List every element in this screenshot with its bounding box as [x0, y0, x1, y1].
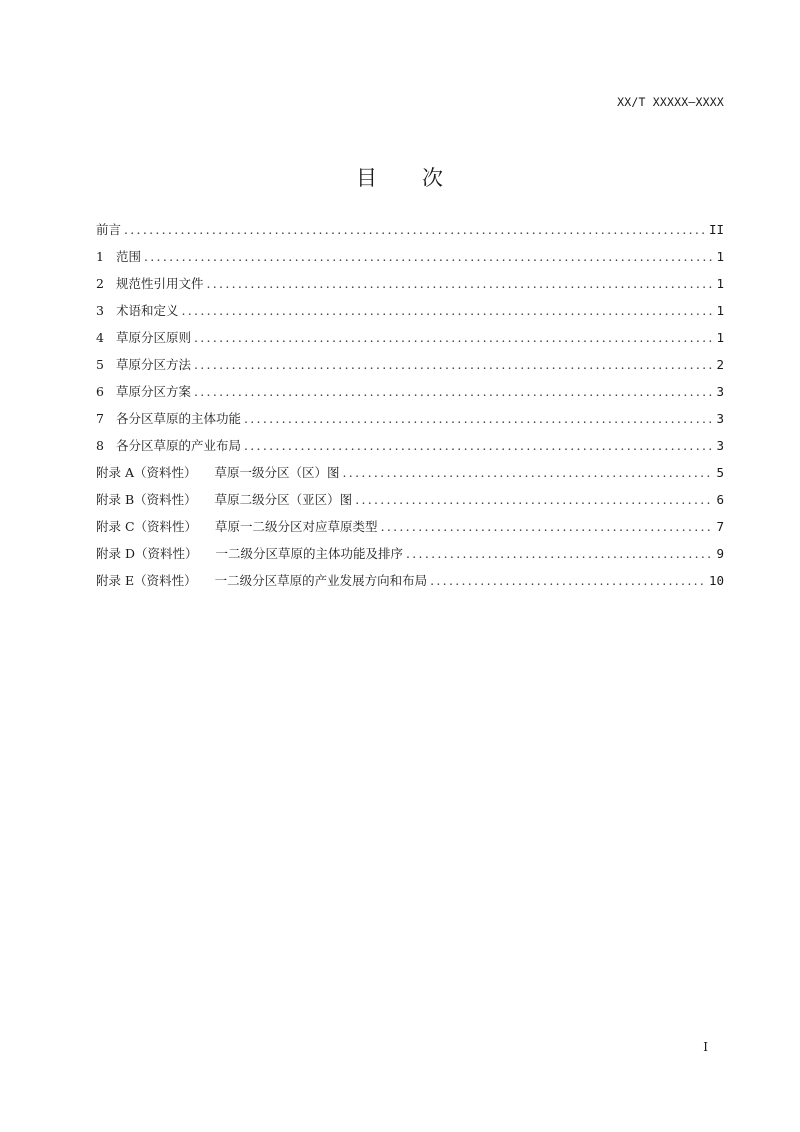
toc-entry-title: 草原分区方案 — [116, 384, 192, 399]
dot-leader — [144, 247, 713, 267]
table-of-contents — [96, 220, 724, 598]
toc-entry-3[interactable] — [96, 301, 724, 328]
toc-entry-title: 一二级分区草原的主体功能及排序 — [215, 546, 404, 561]
toc-entry-foreword[interactable] — [96, 220, 724, 247]
toc-entry-title: 各分区草原的产业布局 — [116, 438, 242, 453]
toc-entry-title: 前言 — [96, 222, 122, 237]
toc-entry-page: 9 — [716, 546, 724, 561]
toc-title-char: 目 — [356, 166, 378, 190]
toc-entry-appendix-b[interactable] — [96, 490, 724, 517]
toc-entry-8[interactable] — [96, 436, 724, 463]
toc-entry-title: 草原分区方法 — [116, 357, 192, 372]
toc-entry-number: 4 — [96, 330, 104, 345]
toc-entry-number: 5 — [96, 357, 104, 372]
toc-entry-page: 6 — [716, 492, 724, 507]
dot-leader — [381, 517, 714, 537]
toc-entry-title: 草原分区原则 — [116, 330, 192, 345]
toc-entry-number: 3 — [96, 303, 104, 318]
toc-entry-page: 3 — [716, 438, 724, 453]
toc-entry-page: 3 — [716, 384, 724, 399]
toc-entry-appendix-a[interactable] — [96, 463, 724, 490]
toc-entry-title: 一二级分区草原的产业发展方向和布局 — [214, 573, 428, 588]
document-code: XX/T XXXXX—XXXX — [617, 95, 724, 109]
toc-entry-appendix-d[interactable] — [96, 544, 724, 571]
toc-entry-page: 10 — [708, 573, 724, 588]
toc-entry-page: 1 — [716, 249, 724, 264]
toc-entry-appendix-e[interactable] — [96, 571, 724, 598]
toc-entry-number: 8 — [96, 438, 104, 453]
toc-entry-number: 7 — [96, 411, 104, 426]
toc-entry-title: 草原一二级分区对应草原类型 — [215, 519, 378, 534]
dot-leader — [194, 328, 713, 348]
toc-entry-5[interactable] — [96, 355, 724, 382]
toc-entry-page: 1 — [716, 303, 724, 318]
appendix-label: 附录 D（资料性） — [96, 546, 198, 561]
toc-entry-1[interactable] — [96, 247, 724, 274]
appendix-label: 附录 B（资料性） — [96, 492, 197, 507]
toc-entry-number: 6 — [96, 384, 104, 399]
appendix-label: 附录 C（资料性） — [96, 519, 198, 534]
toc-entry-title: 规范性引用文件 — [116, 276, 204, 291]
toc-entry-6[interactable] — [96, 382, 724, 409]
toc-entry-page: 2 — [716, 357, 724, 372]
toc-entry-title: 各分区草原的主体功能 — [116, 411, 242, 426]
toc-entry-number: 2 — [96, 276, 104, 291]
toc-entry-page: II — [708, 222, 724, 237]
toc-entry-title: 范围 — [116, 249, 142, 264]
page-number: I — [703, 1040, 708, 1054]
toc-entry-page: 5 — [716, 465, 724, 480]
toc-entry-title: 术语和定义 — [116, 303, 179, 318]
appendix-label: 附录 E（资料性） — [96, 573, 197, 588]
dot-leader — [207, 274, 714, 294]
toc-entry-page: 7 — [716, 519, 724, 534]
appendix-label: 附录 A（资料性） — [96, 465, 197, 480]
toc-entry-page: 1 — [716, 330, 724, 345]
dot-leader — [194, 355, 713, 375]
dot-leader — [244, 409, 713, 429]
dot-leader — [430, 571, 706, 591]
toc-entry-page: 3 — [716, 411, 724, 426]
toc-title-char: 次 — [422, 166, 444, 190]
dot-leader — [406, 544, 713, 564]
dot-leader — [194, 382, 713, 402]
dot-leader — [124, 220, 706, 240]
toc-entry-4[interactable] — [96, 328, 724, 355]
toc-entry-title: 草原二级分区（亚区）图 — [214, 492, 353, 507]
toc-entry-7[interactable] — [96, 409, 724, 436]
dot-leader — [355, 490, 713, 510]
toc-entry-appendix-c[interactable] — [96, 517, 724, 544]
toc-entry-number: 1 — [96, 249, 104, 264]
dot-leader — [244, 436, 713, 456]
toc-entry-page: 1 — [716, 276, 724, 291]
dot-leader — [182, 301, 714, 321]
dot-leader — [343, 463, 714, 483]
toc-entry-title: 草原一级分区（区）图 — [214, 465, 340, 480]
toc-entry-2[interactable] — [96, 274, 724, 301]
toc-title — [0, 162, 800, 192]
